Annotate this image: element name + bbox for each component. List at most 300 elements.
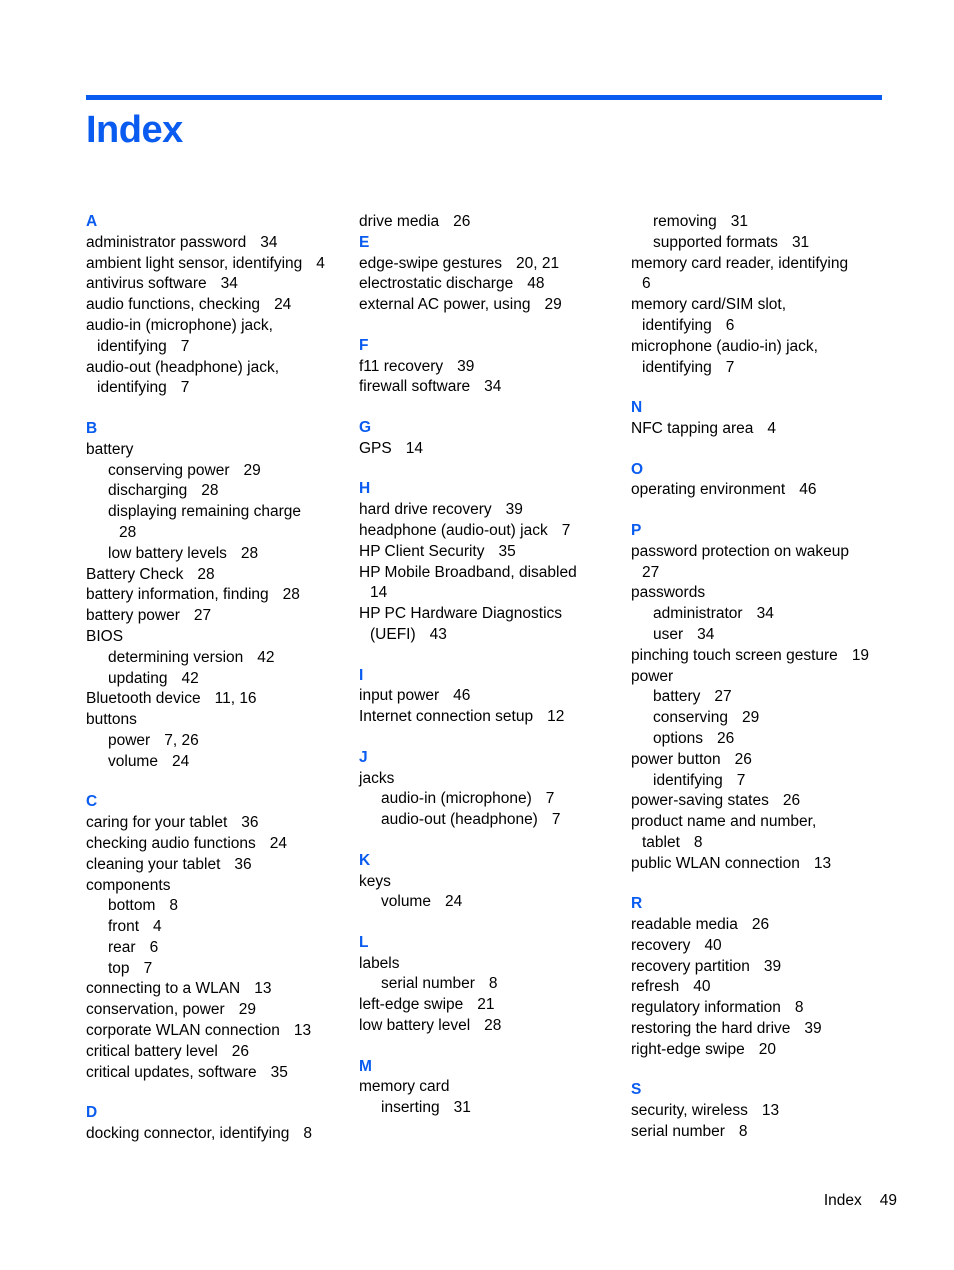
entry-page-ref[interactable]: 34	[484, 378, 502, 396]
index-section-letter: C	[86, 793, 98, 811]
page-title: Index	[86, 109, 183, 151]
index-section-letter: F	[359, 336, 369, 354]
index-section-letter: E	[359, 233, 370, 251]
entry-page-ref[interactable]: 28	[240, 544, 259, 562]
entry-term: Internet connection setup	[359, 708, 534, 726]
index-entry	[86, 855, 348, 876]
entry-page-ref[interactable]: 31	[791, 233, 810, 251]
entry-term: labels	[359, 954, 400, 972]
entry-page-ref[interactable]: 7	[180, 337, 190, 355]
entry-page-ref[interactable]: 24	[444, 893, 463, 911]
entry-page-ref[interactable]: 29	[544, 296, 562, 314]
index-entry	[359, 954, 621, 975]
entry-term: battery	[653, 688, 701, 706]
entry-page-ref[interactable]: 34	[756, 605, 774, 623]
entry-page-ref[interactable]: 13	[293, 1022, 312, 1040]
entry-term: conserving	[653, 709, 728, 727]
index-section-letter: G	[359, 418, 372, 436]
entry-page-ref[interactable]: 48	[527, 275, 545, 293]
entry-term: passwords	[631, 584, 706, 602]
index-section-letter: K	[359, 851, 371, 869]
index-entry	[359, 542, 621, 563]
entry-term: jacks	[359, 769, 395, 787]
entry-page-ref[interactable]: 34	[220, 275, 238, 293]
entry-term: restoring the hard drive	[631, 1020, 791, 1038]
index-entry	[86, 565, 348, 586]
entry-page-ref[interactable]: 14	[405, 439, 423, 457]
entry-term: electrostatic discharge	[359, 275, 514, 293]
entry-term: BIOS	[86, 627, 124, 645]
index-entry	[359, 686, 621, 707]
entry-term: low battery levels	[108, 544, 227, 562]
page-number: 49	[879, 1192, 897, 1209]
section-gap	[86, 773, 348, 793]
index-entry-continuation	[631, 274, 896, 295]
index-entry	[86, 979, 348, 1000]
entry-term: edge-swipe gestures	[359, 254, 503, 272]
entry-term: docking connector, identifying	[86, 1125, 290, 1143]
entry-page-ref[interactable]: 28	[282, 586, 300, 604]
entry-page-ref[interactable]: 20	[758, 1040, 776, 1058]
entry-page-ref[interactable]: 26	[751, 916, 770, 934]
index-section-letter: D	[86, 1104, 98, 1122]
index-entry	[631, 337, 896, 358]
entry-term: recovery	[631, 936, 691, 954]
entry-term: battery information, finding	[86, 586, 269, 604]
index-entry	[86, 1063, 348, 1084]
index-subentry	[359, 810, 621, 831]
entry-page-ref[interactable]: 24	[171, 752, 190, 770]
entry-term: options	[653, 729, 703, 747]
entry-term: identifying	[653, 771, 723, 789]
index-column-1	[86, 212, 348, 1145]
index-subentry	[631, 771, 896, 792]
entry-page-ref[interactable]: 46	[453, 687, 471, 705]
index-subentry	[631, 212, 896, 233]
index-entry	[631, 1122, 896, 1143]
section-gap	[631, 1061, 896, 1081]
entry-term: memory card/SIM slot,	[631, 296, 787, 314]
entry-page-ref[interactable]: 29	[243, 461, 261, 479]
index-section-letter: B	[86, 419, 98, 437]
index-subentry	[86, 752, 348, 773]
index-subentry	[631, 708, 896, 729]
index-entry	[359, 377, 621, 398]
entry-term: power	[631, 667, 674, 685]
entry-page-ref[interactable]: 27	[714, 688, 732, 706]
entry-page-ref[interactable]: 26	[453, 213, 471, 230]
entry-term: low battery level	[359, 1017, 471, 1035]
index-entry	[86, 1124, 348, 1145]
entry-page-ref[interactable]: 4	[316, 254, 325, 272]
index-section-letter: O	[631, 460, 644, 478]
index-entry	[631, 812, 896, 833]
index-entry	[631, 295, 896, 316]
entry-term: battery	[86, 440, 134, 458]
entry-term: top	[108, 959, 130, 977]
index-entry	[359, 563, 621, 584]
entry-term: microphone (audio-in) jack,	[631, 337, 818, 355]
index-entry-continuation	[359, 583, 621, 604]
entry-term: conserving power	[108, 461, 230, 479]
entry-term: serial number	[631, 1123, 725, 1141]
entry-page-ref[interactable]: 29	[741, 709, 760, 727]
index-entry	[359, 769, 621, 790]
entry-page-ref[interactable]: 8	[693, 833, 703, 851]
entry-term: keys	[359, 872, 391, 890]
entry-term: audio-in (microphone) jack,	[86, 316, 273, 334]
index-section-letter: P	[631, 521, 642, 539]
index-entry	[359, 295, 621, 316]
index-entry	[631, 791, 896, 812]
entry-term: audio-out (headphone)	[381, 811, 538, 829]
index-entry-continuation	[631, 358, 896, 379]
index-column-2	[359, 212, 621, 1119]
index-entry-continuation	[631, 316, 896, 337]
index-entry	[86, 606, 348, 627]
entry-term: memory card	[359, 1078, 450, 1096]
entry-term: HP Client Security	[359, 542, 485, 560]
index-subentry	[631, 687, 896, 708]
entry-term: password protection on wakeup	[631, 542, 849, 560]
index-entry-continuation	[631, 833, 896, 854]
entry-page-ref[interactable]: 28	[201, 482, 219, 500]
entry-page-ref[interactable]: 35	[270, 1063, 288, 1081]
index-section-letter: H	[359, 480, 371, 498]
title-rule	[86, 95, 882, 100]
index-subentry	[86, 669, 348, 690]
entry-term: security, wireless	[631, 1102, 748, 1120]
index-entry	[359, 1016, 621, 1037]
index-entry	[86, 1042, 348, 1063]
index-section-letter: S	[631, 1081, 642, 1099]
section-gap	[631, 501, 896, 521]
entry-term: components	[86, 876, 171, 894]
index-entry	[359, 500, 621, 521]
section-gap	[631, 875, 896, 895]
index-subentry	[631, 233, 896, 254]
index-entry	[631, 854, 896, 875]
entry-page-ref[interactable]: 13	[761, 1102, 780, 1120]
entry-page-ref[interactable]: 11, 16	[214, 690, 257, 708]
entry-page-ref[interactable]: 39	[505, 501, 523, 519]
entry-page-ref[interactable]: 43	[429, 625, 447, 643]
index-entry	[631, 254, 896, 275]
index-entry	[359, 995, 621, 1016]
entry-page-ref[interactable]: 20, 21	[516, 254, 560, 272]
index-entry	[86, 689, 348, 710]
entry-term: memory card reader, identifying	[631, 254, 849, 272]
entry-term: recovery partition	[631, 957, 750, 975]
section-gap	[631, 378, 896, 398]
entry-term: discharging	[108, 482, 188, 500]
index-subentry	[631, 729, 896, 750]
entry-term: pinching touch screen gesture	[631, 646, 838, 664]
entry-page-ref[interactable]: 34	[697, 625, 715, 643]
entry-term: audio functions, checking	[86, 296, 261, 314]
entry-page-ref[interactable]: 31	[453, 1099, 471, 1117]
index-entry	[86, 358, 348, 379]
footer-label: Index	[823, 1192, 862, 1209]
index-section-letter: A	[86, 213, 98, 230]
entry-page-ref[interactable]: 12	[547, 708, 565, 726]
index-entry-continuation	[359, 625, 621, 646]
entry-term: identifying	[642, 316, 712, 334]
entry-page-ref[interactable]: 26	[716, 729, 735, 747]
index-entry	[359, 274, 621, 295]
entry-term: f11 recovery	[359, 357, 444, 375]
index-column-3	[631, 212, 896, 1143]
section-gap	[359, 460, 621, 480]
entry-term: readable media	[631, 916, 738, 934]
entry-page-ref[interactable]: 7	[561, 521, 571, 539]
index-section-letter: L	[359, 933, 369, 951]
section-gap	[631, 440, 896, 460]
entry-term: corporate WLAN connection	[86, 1022, 280, 1040]
entry-page-ref[interactable]: 8	[794, 999, 804, 1017]
entry-term: front	[108, 918, 140, 936]
entry-page-ref[interactable]: 42	[181, 669, 199, 687]
section-gap	[359, 831, 621, 851]
entry-term: serial number	[381, 975, 475, 993]
entry-page-ref[interactable]: 34	[260, 233, 278, 251]
entry-page-ref[interactable]: 24	[269, 834, 288, 852]
entry-term: Battery Check	[86, 565, 184, 583]
entry-term: external AC power, using	[359, 296, 531, 314]
entry-page-ref[interactable]: 36	[241, 814, 259, 832]
entry-page-ref[interactable]: 6	[149, 938, 159, 956]
entry-page-ref[interactable]: 27	[642, 563, 660, 581]
index-entry	[631, 957, 896, 978]
index-entry-continuation	[86, 337, 348, 358]
entry-page-ref[interactable]: 8	[303, 1125, 312, 1143]
entry-term: regulatory information	[631, 999, 781, 1017]
entry-term: determining version	[108, 648, 244, 666]
index-entry	[86, 813, 348, 834]
entry-term: buttons	[86, 711, 137, 729]
index-entry	[631, 1101, 896, 1122]
entry-page-ref[interactable]: 26	[782, 792, 801, 810]
index-entry	[86, 295, 348, 316]
entry-term: identifying	[642, 358, 712, 376]
index-entry	[86, 274, 348, 295]
entry-term: HP PC Hardware Diagnostics	[359, 605, 563, 623]
entry-term: GPS	[359, 439, 392, 457]
section-gap	[86, 399, 348, 419]
index-entry	[631, 998, 896, 1019]
index-entry	[86, 710, 348, 731]
index-entry	[86, 876, 348, 897]
entry-page-ref[interactable]: 26	[734, 750, 752, 768]
entry-page-ref[interactable]: 28	[119, 523, 137, 541]
entry-page-ref[interactable]: 36	[234, 855, 252, 873]
entry-page-ref[interactable]: 7	[545, 790, 555, 808]
entry-term: input power	[359, 687, 440, 705]
entry-term: cleaning your tablet	[86, 855, 221, 873]
entry-page-ref[interactable]: 39	[763, 957, 782, 975]
index-section-letter: J	[359, 748, 368, 766]
index-entry	[86, 834, 348, 855]
section-gap	[359, 316, 621, 336]
index-subentry	[86, 544, 348, 565]
entry-page-ref[interactable]: 4	[767, 419, 776, 437]
entry-term: critical battery level	[86, 1042, 218, 1060]
entry-term: operating environment	[631, 481, 786, 499]
index-entry	[359, 439, 621, 460]
entry-term: administrator password	[86, 233, 247, 251]
entry-page-ref[interactable]: 19	[851, 646, 870, 664]
entry-term: power	[108, 731, 151, 749]
entry-page-ref[interactable]: 31	[730, 213, 748, 230]
entry-term: removing	[653, 213, 717, 230]
entry-page-ref[interactable]: 28	[197, 565, 215, 583]
entry-term: volume	[108, 752, 158, 770]
entry-term: hard drive recovery	[359, 501, 492, 519]
index-entry	[631, 480, 896, 501]
entry-term: public WLAN connection	[631, 854, 800, 872]
index-entry	[86, 440, 348, 461]
entry-term: left-edge swipe	[359, 996, 464, 1014]
entry-page-ref[interactable]: 40	[704, 936, 722, 954]
index-entry	[86, 254, 348, 275]
entry-term: HP Mobile Broadband, disabled	[359, 563, 577, 581]
entry-term: right-edge swipe	[631, 1040, 745, 1058]
index-entry	[359, 521, 621, 542]
entry-page-ref[interactable]: 29	[238, 1001, 256, 1019]
entry-term: inserting	[381, 1099, 440, 1117]
entry-page-ref[interactable]: 28	[484, 1017, 502, 1035]
index-entry	[631, 1019, 896, 1040]
entry-page-ref[interactable]: 6	[725, 316, 735, 334]
entry-term: user	[653, 625, 684, 643]
index-entry	[631, 915, 896, 936]
entry-page-ref[interactable]: 7	[551, 811, 561, 829]
entry-page-ref[interactable]: 7, 26	[164, 731, 199, 749]
entry-term: battery power	[86, 607, 180, 625]
index-subentry	[86, 917, 348, 938]
index-entry	[86, 233, 348, 254]
entry-term: ambient light sensor, identifying	[86, 254, 303, 272]
entry-term: updating	[108, 669, 168, 687]
index-subentry	[359, 892, 621, 913]
index-entry-continuation	[86, 378, 348, 399]
entry-page-ref[interactable]: 6	[642, 275, 651, 293]
entry-term: checking audio functions	[86, 834, 256, 852]
entry-page-ref[interactable]: 40	[693, 978, 711, 996]
index-entry	[359, 254, 621, 275]
entry-page-ref[interactable]: 8	[488, 975, 498, 993]
entry-page-ref[interactable]: 42	[257, 648, 275, 666]
index-section-letter: N	[631, 399, 643, 417]
entry-page-ref[interactable]: 7	[736, 771, 746, 789]
index-subentry	[359, 1098, 621, 1119]
index-entry	[631, 646, 896, 667]
section-gap	[359, 1037, 621, 1057]
index-entry	[86, 316, 348, 337]
index-subentry	[631, 625, 896, 646]
entry-page-ref[interactable]: 39	[804, 1020, 822, 1038]
index-entry	[359, 604, 621, 625]
entry-term: (UEFI)	[370, 625, 416, 643]
page-footer	[824, 1191, 897, 1211]
entry-page-ref[interactable]: 7	[180, 379, 190, 397]
entry-page-ref[interactable]: 8	[169, 897, 179, 915]
section-gap	[86, 1083, 348, 1103]
entry-term: product name and number,	[631, 813, 817, 831]
index-subentry	[86, 481, 348, 502]
entry-page-ref[interactable]: 39	[457, 357, 475, 375]
entry-term: firewall software	[359, 378, 471, 396]
index-entry	[631, 583, 896, 604]
entry-term: bottom	[108, 897, 156, 915]
index-entry	[359, 212, 621, 233]
entry-page-ref[interactable]: 46	[799, 481, 817, 499]
entry-page-ref[interactable]: 27	[193, 607, 212, 625]
entry-term: NFC tapping area	[631, 419, 754, 437]
index-subentry	[86, 731, 348, 752]
entry-page-ref[interactable]: 21	[477, 996, 495, 1014]
entry-term: supported formats	[653, 233, 778, 251]
index-section-letter: M	[359, 1057, 372, 1075]
entry-term: tablet	[642, 833, 680, 851]
index-entry	[359, 1077, 621, 1098]
entry-page-ref[interactable]: 35	[498, 542, 516, 560]
index-entry	[86, 1000, 348, 1021]
index-section-letter: R	[631, 895, 643, 913]
entry-page-ref[interactable]: 13	[254, 980, 272, 998]
section-gap	[359, 398, 621, 418]
entry-page-ref[interactable]: 26	[231, 1042, 250, 1060]
entry-term: audio-in (microphone)	[381, 790, 532, 808]
entry-term: conservation, power	[86, 1001, 225, 1019]
entry-term: Bluetooth device	[86, 690, 201, 708]
entry-page-ref[interactable]: 24	[274, 296, 292, 314]
index-entry	[86, 1021, 348, 1042]
entry-page-ref[interactable]: 8	[738, 1123, 748, 1141]
entry-page-ref[interactable]: 7	[725, 358, 735, 376]
entry-term: connecting to a WLAN	[86, 980, 241, 998]
entry-page-ref[interactable]: 13	[813, 854, 832, 872]
index-entry	[631, 542, 896, 563]
entry-term: identifying	[97, 337, 167, 355]
index-subentry	[631, 604, 896, 625]
index-subentry	[86, 896, 348, 917]
index-section-letter: I	[359, 666, 364, 684]
index-entry	[631, 977, 896, 998]
index-entry-continuation	[86, 523, 348, 544]
entry-term: critical updates, software	[86, 1063, 257, 1081]
entry-term: power button	[631, 750, 721, 768]
entry-term: volume	[381, 893, 431, 911]
entry-term: rear	[108, 938, 136, 956]
index-entry	[631, 667, 896, 688]
index-entry	[631, 936, 896, 957]
index-subentry	[359, 789, 621, 810]
index-entry	[359, 872, 621, 893]
index-subentry	[86, 648, 348, 669]
entry-page-ref[interactable]: 14	[370, 584, 388, 602]
entry-page-ref[interactable]: 4	[153, 918, 162, 936]
index-subentry	[359, 974, 621, 995]
entry-term: audio-out (headphone) jack,	[86, 358, 280, 376]
entry-term: caring for your tablet	[86, 814, 228, 832]
index-entry	[359, 357, 621, 378]
entry-page-ref[interactable]: 7	[143, 959, 153, 977]
index-entry	[359, 707, 621, 728]
index-entry	[631, 419, 896, 440]
entry-term: displaying remaining charge	[108, 503, 302, 521]
index-subentry	[86, 461, 348, 482]
